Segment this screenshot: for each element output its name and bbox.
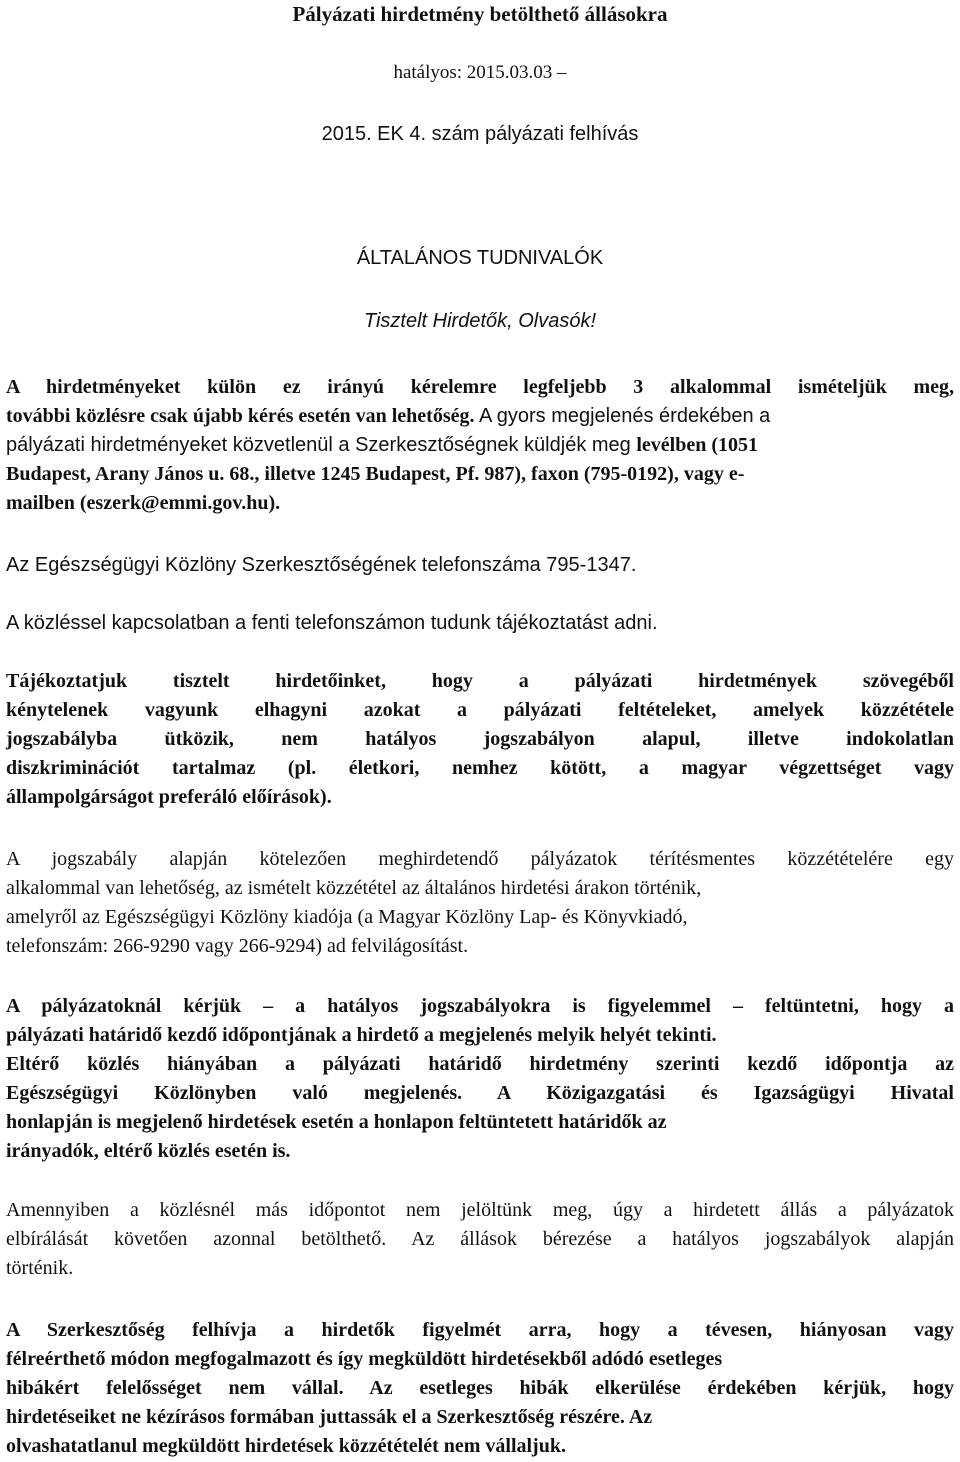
paragraph-line: hirdetéseiket ne kézírásos formában juttassák el a Szerkesztőség részére. Az (6, 1406, 653, 1428)
paragraph-position-filling (6, 1196, 954, 1283)
text-run: levélben (1051 (636, 434, 758, 456)
paragraph-line (6, 460, 954, 489)
paragraph-line: A Szerkesztőség felhívja a hirdetők figyelmét arra, hogy a tévesen, hiányosan vagy (6, 1319, 954, 1341)
paragraph-line: honlapján is megjelenő hirdetések esetén a honlapon feltüntetett határidők az (6, 1111, 667, 1133)
paragraph-line: mailben (eszerk@emmi.gov.hu). (6, 492, 281, 514)
paragraph-line: történik. (6, 1257, 74, 1279)
issue-number: 2015. EK 4. szám pályázati felhívás (321, 123, 639, 145)
paragraph-line: állampolgárságot preferáló előírások). (6, 786, 332, 808)
paragraph-republication (6, 373, 954, 518)
paragraph-line: jogszabályba ütközik, nem hatályos jogszabályon alapul, illetve indokolatlan (6, 728, 954, 750)
paragraph-line: Egészségügyi Közlönyben való megjelenés. A Közigazgatási és Igazságügyi Hivatal (6, 1082, 954, 1104)
paragraph-deadline (6, 992, 954, 1166)
paragraph-line: félreérthető módon megfogalmazott és így megküldött hirdetésekből adódó esetleges (6, 1348, 723, 1370)
paragraph-line (6, 431, 954, 460)
paragraph-line: elbírálását követően azonnal betölthető. Az állások bérezése a hatályos jogszabályok alapján (6, 1228, 954, 1250)
paragraph-discrimination (6, 667, 954, 812)
greeting: Tisztelt Hirdetők, Olvasók! (363, 310, 597, 332)
paragraph-line: A hirdetményeket külön ez irányú kérelemre legfeljebb 3 alkalommal ismételjük meg, (6, 376, 954, 398)
paragraph-line: irányadók, eltérő közlés esetén is. (6, 1140, 291, 1162)
text-run: 8. (239, 463, 255, 485)
text-run: további közlésre csak újabb kérés esetén van lehetőség. (6, 405, 475, 427)
paragraph-line: Eltérő közlés hiányában a pályázati határidő hirdetmény szerinti kezdő időpontja az (6, 1053, 954, 1075)
paragraph-line: Amennyiben a közlésnél más időpontot nem jelöltünk meg, úgy a hirdetett állás a pályázatok (6, 1199, 954, 1221)
paragraph-line: alkalommal van lehetőség, az ismételt közzététel az általános hirdetési árakon történik, (6, 877, 702, 899)
paragraph-line: A jogszabály alapján kötelezően meghirdetendő pályázatok térítésmentes közzétételére egy (6, 848, 954, 870)
text-run: , illetve 1245 Budapest, Pf. 987), faxon (795-0192), vagy e- (254, 463, 745, 485)
paragraph-line: diszkriminációt tartalmaz (pl. életkori, nemhez kötött, a magyar végzettséget vagy (6, 757, 954, 779)
text-run: Budapest, Arany János u. 6 (6, 463, 240, 485)
paragraph-line (6, 402, 954, 431)
paragraph-free-publication (6, 845, 954, 961)
effective-date: hatályos: 2015.03.03 – (393, 62, 567, 83)
paragraph-line: Tájékoztatjuk tisztelt hirdetőinket, hogy a pályázati hirdetmények szövegéből (6, 670, 954, 692)
paragraph-line: telefonszám: 266-9290 vagy 266-9294) ad felvilágosítást. (6, 935, 469, 957)
paragraph-line: pályázati határidő kezdő időpontjának a hirdető a megjelenés melyik helyét tekinti. (6, 1024, 717, 1046)
section-heading: ÁLTALÁNOS TUDNIVALÓK (356, 247, 604, 269)
document-title: Pályázati hirdetmény betölthető állásokra (292, 2, 668, 26)
paragraph-line: hibákért felelősséget nem vállal. Az esetleges hibák elkerülése érdekében kérjük, hogy (6, 1377, 954, 1399)
text-run: A gyors megjelenés érdekében a (474, 405, 771, 427)
text-run: pályázati hirdetményeket közvetlenül a Szerkesztőségnek küldjék meg (6, 434, 637, 456)
paragraph-line: A pályázatoknál kérjük – a hatályos jogszabályokra is figyelemmel – feltüntetni, hogy a (6, 995, 954, 1017)
phone-info-note: A közléssel kapcsolatban a fenti telefonszámon tudunk tájékoztatást adni. (6, 612, 658, 634)
paragraph-liability (6, 1316, 954, 1461)
editorial-phone: Az Egészségügyi Közlöny Szerkesztőségének telefonszáma 795-1347. (6, 554, 637, 576)
paragraph-line: olvashatatlanul megküldött hirdetések közzétételét nem vállaljuk. (6, 1435, 566, 1457)
paragraph-line: amelyről az Egészségügyi Közlöny kiadója (a Magyar Közlöny Lap- és Könyvkiadó, (6, 906, 688, 928)
paragraph-line: kénytelenek vagyunk elhagyni azokat a pályázati feltételeket, amelyek közzététele (6, 699, 954, 721)
